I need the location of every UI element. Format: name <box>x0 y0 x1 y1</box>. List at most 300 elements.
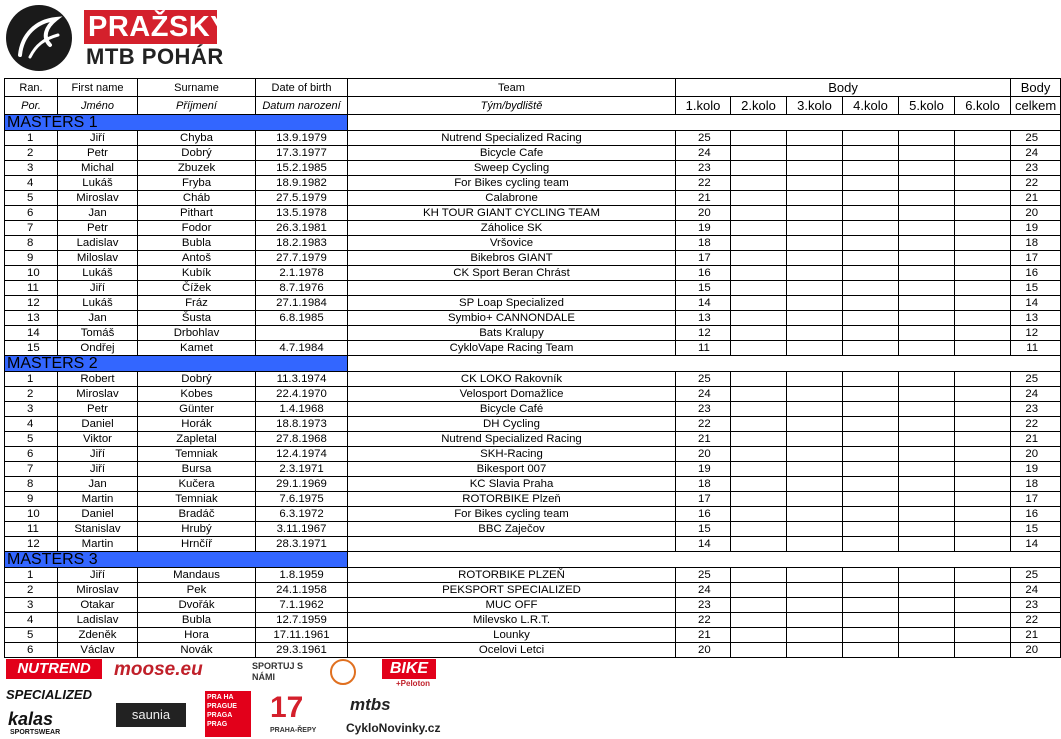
cell-surname: Bradáč <box>138 507 256 522</box>
category-title: MASTERS 1 <box>5 115 348 131</box>
cell-round-1: 16 <box>676 507 731 522</box>
cell-round-3 <box>787 507 843 522</box>
cell-total: 17 <box>1011 251 1061 266</box>
cell-surname: Kubík <box>138 266 256 281</box>
cell-team: CykloVape Racing Team <box>348 341 676 356</box>
cell-round-1: 25 <box>676 568 731 583</box>
cell-dob: 18.8.1973 <box>256 417 348 432</box>
cell-surname: Hora <box>138 628 256 643</box>
cell-dob: 18.2.1983 <box>256 236 348 251</box>
cell-rank: 9 <box>5 492 58 507</box>
cell-team <box>348 537 676 552</box>
header-row-en <box>5 79 1061 97</box>
cell-surname: Hrnčíř <box>138 537 256 552</box>
category-title: MASTERS 2 <box>5 356 348 372</box>
cell-round-6 <box>955 341 1011 356</box>
cell-total: 24 <box>1011 583 1061 598</box>
cell-team: Nutrend Specialized Racing <box>348 131 676 146</box>
cell-round-1: 19 <box>676 462 731 477</box>
cell-dob: 27.8.1968 <box>256 432 348 447</box>
cell-round-2 <box>731 281 787 296</box>
table-row <box>5 372 1061 387</box>
cell-round-4 <box>843 372 899 387</box>
table-row <box>5 568 1061 583</box>
cell-surname: Čížek <box>138 281 256 296</box>
number-17-logo: 17 <box>270 691 304 724</box>
cell-team: MUC OFF <box>348 598 676 613</box>
cell-round-2 <box>731 191 787 206</box>
cell-round-6 <box>955 598 1011 613</box>
category-row <box>5 356 1061 372</box>
cell-team: For Bikes cycling team <box>348 507 676 522</box>
cell-round-2 <box>731 417 787 432</box>
cell-round-3 <box>787 176 843 191</box>
cell-dob: 17.3.1977 <box>256 146 348 161</box>
category-fill <box>348 115 1061 131</box>
cell-round-1: 19 <box>676 221 731 236</box>
cell-first-name: Miroslav <box>58 583 138 598</box>
cell-rank: 6 <box>5 643 58 658</box>
cell-round-6 <box>955 266 1011 281</box>
cell-total: 24 <box>1011 146 1061 161</box>
cell-round-6 <box>955 161 1011 176</box>
cell-surname: Bursa <box>138 462 256 477</box>
cell-round-6 <box>955 221 1011 236</box>
cell-round-2 <box>731 492 787 507</box>
page-header <box>0 0 960 78</box>
cell-round-1: 22 <box>676 613 731 628</box>
cell-total: 16 <box>1011 507 1061 522</box>
cell-first-name: Jiří <box>58 131 138 146</box>
cell-total: 23 <box>1011 598 1061 613</box>
col-round-6: 6.kolo <box>955 97 1011 115</box>
cell-round-1: 21 <box>676 191 731 206</box>
cell-round-5 <box>899 266 955 281</box>
cell-round-5 <box>899 221 955 236</box>
cell-round-3 <box>787 447 843 462</box>
cell-round-3 <box>787 341 843 356</box>
cell-rank: 3 <box>5 598 58 613</box>
specialized-logo: SPECIALIZED <box>6 687 92 702</box>
cell-total: 20 <box>1011 643 1061 658</box>
cell-round-2 <box>731 568 787 583</box>
cell-round-4 <box>843 402 899 417</box>
cell-round-3 <box>787 131 843 146</box>
cell-round-2 <box>731 537 787 552</box>
cell-round-4 <box>843 613 899 628</box>
cell-round-1: 21 <box>676 432 731 447</box>
cell-rank: 4 <box>5 176 58 191</box>
cell-rank: 8 <box>5 477 58 492</box>
table-row <box>5 522 1061 537</box>
cell-dob: 2.1.1978 <box>256 266 348 281</box>
cell-rank: 3 <box>5 161 58 176</box>
cell-round-5 <box>899 206 955 221</box>
header-row-cz <box>5 97 1061 115</box>
cell-round-4 <box>843 462 899 477</box>
cell-rank: 3 <box>5 402 58 417</box>
cell-round-6 <box>955 131 1011 146</box>
cell-round-4 <box>843 417 899 432</box>
cell-round-6 <box>955 583 1011 598</box>
cell-round-1: 18 <box>676 477 731 492</box>
cell-round-4 <box>843 341 899 356</box>
cell-dob: 18.9.1982 <box>256 176 348 191</box>
cyklonovinky-logo: CykloNovinky.cz <box>346 721 441 735</box>
cell-team: SP Loap Specialized <box>348 296 676 311</box>
col-round-3: 3.kolo <box>787 97 843 115</box>
cell-total: 16 <box>1011 266 1061 281</box>
cell-round-5 <box>899 613 955 628</box>
cell-rank: 1 <box>5 372 58 387</box>
cell-round-4 <box>843 311 899 326</box>
cell-round-4 <box>843 221 899 236</box>
category-row <box>5 115 1061 131</box>
cell-total: 23 <box>1011 161 1061 176</box>
cell-first-name: Otakar <box>58 598 138 613</box>
cell-round-2 <box>731 628 787 643</box>
cell-rank: 7 <box>5 221 58 236</box>
cell-round-5 <box>899 146 955 161</box>
table-row <box>5 146 1061 161</box>
cell-round-4 <box>843 191 899 206</box>
cell-first-name: Stanislav <box>58 522 138 537</box>
cell-rank: 5 <box>5 191 58 206</box>
cell-round-1: 14 <box>676 296 731 311</box>
cell-team: Bicycle Cafe <box>348 146 676 161</box>
cell-round-3 <box>787 628 843 643</box>
cell-round-1: 23 <box>676 402 731 417</box>
nutrend-logo: NUTREND <box>6 659 102 679</box>
table-row <box>5 161 1061 176</box>
cell-first-name: Daniel <box>58 507 138 522</box>
cell-round-2 <box>731 613 787 628</box>
cell-round-1: 11 <box>676 341 731 356</box>
cell-round-2 <box>731 598 787 613</box>
cell-round-2 <box>731 251 787 266</box>
cell-round-2 <box>731 131 787 146</box>
cell-round-3 <box>787 146 843 161</box>
cell-first-name: Tomáš <box>58 326 138 341</box>
cell-total: 15 <box>1011 281 1061 296</box>
cell-round-6 <box>955 176 1011 191</box>
cell-round-4 <box>843 537 899 552</box>
col-surname: Surname <box>138 79 256 97</box>
cell-surname: Günter <box>138 402 256 417</box>
col-total: Body <box>1011 79 1061 97</box>
cell-rank: 6 <box>5 447 58 462</box>
cell-round-5 <box>899 477 955 492</box>
cell-round-6 <box>955 296 1011 311</box>
table-row <box>5 492 1061 507</box>
col-dob-cz: Datum narození <box>256 97 348 115</box>
cell-round-2 <box>731 176 787 191</box>
cell-round-3 <box>787 643 843 658</box>
cell-surname: Fodor <box>138 221 256 236</box>
cell-dob: 12.7.1959 <box>256 613 348 628</box>
cell-surname: Dvořák <box>138 598 256 613</box>
cell-team: Milevsko L.R.T. <box>348 613 676 628</box>
cell-total: 17 <box>1011 492 1061 507</box>
cell-round-5 <box>899 251 955 266</box>
cell-round-5 <box>899 417 955 432</box>
cell-round-4 <box>843 236 899 251</box>
cell-round-3 <box>787 417 843 432</box>
cell-round-4 <box>843 447 899 462</box>
cell-team: CK Sport Beran Chrást <box>348 266 676 281</box>
cell-round-5 <box>899 628 955 643</box>
cell-round-2 <box>731 341 787 356</box>
cell-surname: Zapletal <box>138 432 256 447</box>
cell-round-5 <box>899 462 955 477</box>
cell-round-1: 25 <box>676 131 731 146</box>
cell-first-name: Lukáš <box>58 266 138 281</box>
cell-total: 22 <box>1011 417 1061 432</box>
cell-round-6 <box>955 236 1011 251</box>
cell-dob: 1.8.1959 <box>256 568 348 583</box>
cell-first-name: Jiří <box>58 568 138 583</box>
cell-round-3 <box>787 568 843 583</box>
cell-round-3 <box>787 206 843 221</box>
cell-dob: 4.7.1984 <box>256 341 348 356</box>
cell-rank: 6 <box>5 206 58 221</box>
cell-round-6 <box>955 402 1011 417</box>
cell-first-name: Miloslav <box>58 251 138 266</box>
cell-surname: Pithart <box>138 206 256 221</box>
cell-round-1: 20 <box>676 447 731 462</box>
cell-round-4 <box>843 206 899 221</box>
cell-round-1: 14 <box>676 537 731 552</box>
table-row <box>5 341 1061 356</box>
table-row <box>5 311 1061 326</box>
cell-first-name: Robert <box>58 372 138 387</box>
table-row <box>5 131 1061 146</box>
cell-surname: Fráz <box>138 296 256 311</box>
cell-surname: Temniak <box>138 447 256 462</box>
cell-round-5 <box>899 598 955 613</box>
cell-team: PEKSPORT SPECIALIZED <box>348 583 676 598</box>
cell-round-6 <box>955 206 1011 221</box>
cell-round-3 <box>787 522 843 537</box>
cell-rank: 9 <box>5 251 58 266</box>
cell-round-5 <box>899 522 955 537</box>
cell-dob <box>256 326 348 341</box>
table-row <box>5 236 1061 251</box>
cell-round-4 <box>843 492 899 507</box>
cell-round-5 <box>899 296 955 311</box>
mtbs-logo: mtbs <box>350 695 391 714</box>
cell-round-2 <box>731 387 787 402</box>
table-row <box>5 191 1061 206</box>
cell-rank: 5 <box>5 628 58 643</box>
cell-rank: 4 <box>5 417 58 432</box>
cell-round-1: 17 <box>676 251 731 266</box>
cell-round-6 <box>955 417 1011 432</box>
cell-round-2 <box>731 432 787 447</box>
cell-first-name: Petr <box>58 146 138 161</box>
cell-round-5 <box>899 432 955 447</box>
cell-surname: Cháb <box>138 191 256 206</box>
cell-surname: Dobrý <box>138 372 256 387</box>
cell-total: 25 <box>1011 372 1061 387</box>
cell-rank: 10 <box>5 507 58 522</box>
cell-rank: 1 <box>5 568 58 583</box>
cell-first-name: Ondřej <box>58 341 138 356</box>
cell-team: Záholice SK <box>348 221 676 236</box>
cell-round-1: 16 <box>676 266 731 281</box>
cell-dob: 29.1.1969 <box>256 477 348 492</box>
cell-round-3 <box>787 462 843 477</box>
cell-dob: 28.3.1971 <box>256 537 348 552</box>
cell-round-3 <box>787 598 843 613</box>
cell-dob: 27.7.1979 <box>256 251 348 266</box>
cell-total: 19 <box>1011 221 1061 236</box>
cell-surname: Drbohlav <box>138 326 256 341</box>
cell-total: 18 <box>1011 477 1061 492</box>
cell-first-name: Zdeněk <box>58 628 138 643</box>
bike-logo-icon <box>6 5 72 71</box>
cell-round-2 <box>731 522 787 537</box>
cell-team: ROTORBIKE Plzeň <box>348 492 676 507</box>
cell-round-6 <box>955 537 1011 552</box>
cell-round-3 <box>787 432 843 447</box>
cell-dob: 13.5.1978 <box>256 206 348 221</box>
cell-rank: 10 <box>5 266 58 281</box>
cell-team: Nutrend Specialized Racing <box>348 432 676 447</box>
cell-round-4 <box>843 161 899 176</box>
table-row <box>5 643 1061 658</box>
table-row <box>5 326 1061 341</box>
cell-first-name: Michal <box>58 161 138 176</box>
cell-team: Bikebros GIANT <box>348 251 676 266</box>
cell-round-1: 23 <box>676 598 731 613</box>
cell-round-4 <box>843 326 899 341</box>
category-fill <box>348 356 1061 372</box>
cell-rank: 14 <box>5 326 58 341</box>
cell-round-6 <box>955 507 1011 522</box>
cell-round-6 <box>955 281 1011 296</box>
cell-dob: 29.3.1961 <box>256 643 348 658</box>
cell-round-6 <box>955 251 1011 266</box>
col-team-cz: Tým/bydliště <box>348 97 676 115</box>
category-fill <box>348 552 1061 568</box>
saunia-logo: saunia <box>116 703 186 727</box>
cell-total: 13 <box>1011 311 1061 326</box>
cell-rank: 12 <box>5 296 58 311</box>
cell-round-3 <box>787 613 843 628</box>
sportuj-logo: SPORTUJ S NÁMI <box>252 661 304 682</box>
cell-round-3 <box>787 191 843 206</box>
cell-round-5 <box>899 176 955 191</box>
cell-team: Calabrone <box>348 191 676 206</box>
cell-round-2 <box>731 161 787 176</box>
cell-team: KC Slavia Praha <box>348 477 676 492</box>
cell-team: Velosport Domažlice <box>348 387 676 402</box>
cell-round-3 <box>787 311 843 326</box>
table-row <box>5 266 1061 281</box>
cell-surname: Bubla <box>138 613 256 628</box>
cell-round-5 <box>899 191 955 206</box>
cell-total: 14 <box>1011 296 1061 311</box>
cell-round-5 <box>899 281 955 296</box>
cell-round-3 <box>787 387 843 402</box>
cell-dob: 22.4.1970 <box>256 387 348 402</box>
cell-round-2 <box>731 326 787 341</box>
cell-dob: 15.2.1985 <box>256 161 348 176</box>
cell-round-1: 24 <box>676 146 731 161</box>
cell-team: CK LOKO Rakovník <box>348 372 676 387</box>
table-row <box>5 613 1061 628</box>
praha-logo: PRA HA PRAGUE PRAGA PRAG <box>205 691 251 737</box>
kalas-logo: kalas <box>8 709 54 729</box>
cell-dob: 11.3.1974 <box>256 372 348 387</box>
cell-round-3 <box>787 477 843 492</box>
cell-round-3 <box>787 583 843 598</box>
cell-rank: 1 <box>5 131 58 146</box>
cell-round-6 <box>955 628 1011 643</box>
cell-round-4 <box>843 583 899 598</box>
col-points: Body <box>676 79 1011 97</box>
cell-round-4 <box>843 598 899 613</box>
cell-total: 23 <box>1011 402 1061 417</box>
cell-round-5 <box>899 326 955 341</box>
cell-team: Bats Kralupy <box>348 326 676 341</box>
cell-surname: Zbuzek <box>138 161 256 176</box>
cell-first-name: Jiří <box>58 281 138 296</box>
cell-surname: Pek <box>138 583 256 598</box>
cell-dob: 24.1.1958 <box>256 583 348 598</box>
cell-first-name: Václav <box>58 643 138 658</box>
cell-round-1: 25 <box>676 372 731 387</box>
cell-round-5 <box>899 492 955 507</box>
cell-round-1: 20 <box>676 643 731 658</box>
cell-round-5 <box>899 537 955 552</box>
cell-round-5 <box>899 161 955 176</box>
cell-round-1: 18 <box>676 236 731 251</box>
cell-rank: 2 <box>5 146 58 161</box>
cell-round-3 <box>787 281 843 296</box>
cell-round-2 <box>731 372 787 387</box>
cell-rank: 11 <box>5 522 58 537</box>
col-first-name: First name <box>58 79 138 97</box>
category-row <box>5 552 1061 568</box>
cell-team: SKH-Racing <box>348 447 676 462</box>
cell-first-name: Daniel <box>58 417 138 432</box>
cell-first-name: Miroslav <box>58 191 138 206</box>
cell-dob: 7.6.1975 <box>256 492 348 507</box>
cell-surname: Dobrý <box>138 146 256 161</box>
cell-team: Vršovice <box>348 236 676 251</box>
cell-surname: Šusta <box>138 311 256 326</box>
cell-round-6 <box>955 613 1011 628</box>
cell-team: Lounky <box>348 628 676 643</box>
cell-team: Sweep Cycling <box>348 161 676 176</box>
cell-round-3 <box>787 296 843 311</box>
cell-rank: 4 <box>5 613 58 628</box>
cell-rank: 7 <box>5 462 58 477</box>
cell-round-1: 23 <box>676 161 731 176</box>
cell-rank: 11 <box>5 281 58 296</box>
cell-first-name: Martin <box>58 537 138 552</box>
col-round-1: 1.kolo <box>676 97 731 115</box>
cell-dob: 7.1.1962 <box>256 598 348 613</box>
col-surname-cz: Příjmení <box>138 97 256 115</box>
cell-round-1: 20 <box>676 206 731 221</box>
cell-surname: Fryba <box>138 176 256 191</box>
cell-round-4 <box>843 251 899 266</box>
cell-round-5 <box>899 583 955 598</box>
cell-round-5 <box>899 507 955 522</box>
